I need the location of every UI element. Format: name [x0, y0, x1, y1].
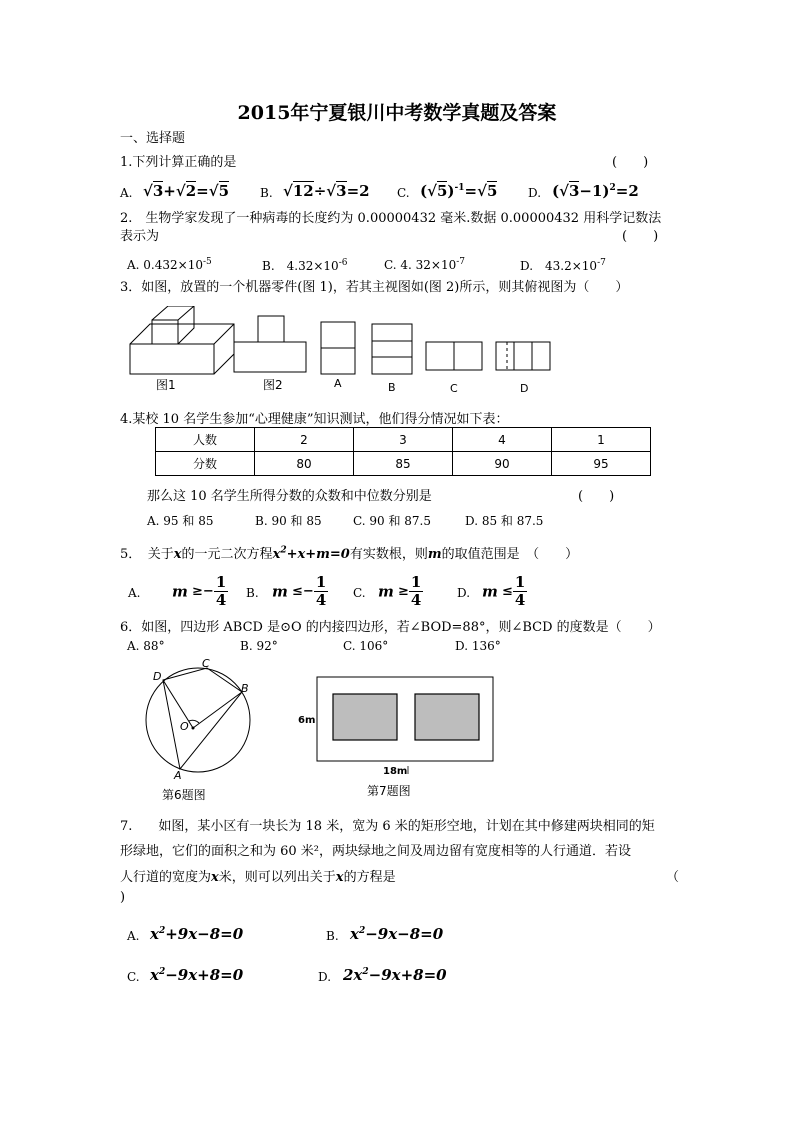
q7-option-d-label: D.	[318, 970, 332, 984]
q6-q7-figures	[135, 655, 515, 805]
q5-option-a-expr: m ≥− $\frac{1}{4}$	[172, 573, 227, 609]
score-table	[155, 427, 651, 476]
dim-18m: 18m	[383, 766, 408, 777]
table-cell: 3	[354, 428, 453, 452]
q1-option-a-label: A.	[120, 186, 133, 200]
q3-option-a-label: A	[334, 377, 342, 390]
q7-option-c-label: C.	[127, 970, 140, 984]
q4-option-d: D. 85 和 87.5	[465, 514, 544, 528]
fig7-caption: 第7题图	[367, 784, 411, 798]
q7-option-d-expr: $2x^2-9x+8=0$	[343, 966, 447, 984]
q7-stem-line2: 形绿地，它们的面积之和为 60 米²，两块绿地之间及周边留有宽度相等的人行通道．若设	[120, 844, 632, 859]
q6-option-c: C. 106°	[343, 639, 389, 653]
table-cell: 人数	[156, 428, 255, 452]
fig2-base	[234, 342, 306, 372]
q4-answer-paren: ( )	[578, 489, 615, 504]
q3-stem: 3．如图，放置的一个机器零件(图 1)，若其主视图如(图 2)所示，则其俯视图为（ ）	[120, 280, 629, 295]
q7-option-c-expr: $x^2-9x+8=0$	[150, 966, 244, 984]
q6-option-d: D. 136°	[455, 639, 501, 653]
q1-stem: 1.下列计算正确的是	[120, 155, 237, 170]
q6-option-b: B. 92°	[240, 639, 278, 653]
q3-option-b-label: B	[388, 381, 396, 394]
quadrilateral-abcd	[163, 668, 242, 769]
q5-option-a-label: A.	[128, 586, 141, 600]
point-a-label: A	[174, 769, 182, 782]
table-cell: 1	[552, 428, 651, 452]
q1-option-a-expr: √3+√2=√5	[143, 182, 230, 200]
q7-option-b-expr: $x^2-9x-8=0$	[350, 925, 444, 943]
dim-6m: 6m	[298, 715, 316, 726]
q7-stem-line3: 人行道的宽度为x米，则可以列出关于x的方程是	[120, 870, 396, 885]
q1-option-d-label: D.	[528, 186, 542, 200]
q7-option-a-label: A.	[127, 929, 140, 943]
point-c-label: C	[202, 657, 210, 670]
circle-o	[146, 668, 250, 772]
fig2-caption: 图2	[263, 378, 283, 392]
green-plot-left	[333, 694, 397, 740]
fig1-base-top	[130, 324, 234, 374]
q7-stem-line1: 7. 如图，某小区有一块长为 18 米，宽为 6 米的矩形空地，计划在其中修建两块相同的矩	[120, 819, 655, 834]
table-cell: 4	[453, 428, 552, 452]
q2-option-c: C. 4. $32\times 10^{-7}$	[384, 257, 466, 272]
q4-option-c: C. 90 和 87.5	[353, 514, 432, 528]
q2-option-d: D. $43.2\times 10^{-7}$	[520, 258, 606, 273]
q7-option-a-expr: $x^2+9x-8=0$	[150, 925, 244, 943]
q1-answer-paren: ( )	[612, 155, 649, 170]
green-plot-right	[415, 694, 479, 740]
q2-option-b: B. $4.32\times 10^{-6}$	[262, 258, 348, 273]
q7-paren-open: （	[666, 870, 680, 885]
q1-option-b-label: B.	[260, 186, 273, 200]
q5-stem: 5． 关于x的一元二次方程$x^2+x+m=0$有实数根，则m的取值范围是 （ ）	[120, 545, 579, 562]
fig6-caption: 第6题图	[162, 788, 206, 802]
q3-option-c-label: C	[450, 382, 458, 395]
table-cell: 分数	[156, 452, 255, 476]
q2-stem-line2: 表示为	[120, 229, 160, 244]
fig2-top	[258, 316, 284, 342]
q1-option-d-expr: $(√3-1)^2=2$	[552, 182, 639, 200]
q5-option-c-label: C.	[353, 586, 366, 600]
point-d-label: D	[153, 670, 162, 683]
point-b-label: B	[241, 682, 249, 695]
section-heading: 一、选择题	[120, 131, 186, 146]
q1-option-b-expr: √12÷√3=2	[283, 182, 370, 200]
q7-option-b-label: B.	[326, 929, 339, 943]
table-row	[156, 452, 651, 476]
q4-stem: 4.某校 10 名学生参加“心理健康”知识测试，他们得分情况如下表：	[120, 412, 509, 427]
q3-option-b-shape	[372, 324, 412, 374]
q1-option-c-expr: $(√5)^{-1}=√5$	[420, 182, 498, 200]
q5-option-d-expr: m ≤ $\frac{1}{4}$	[482, 573, 526, 609]
q4-followup: 那么这 10 名学生所得分数的众数和中位数分别是	[147, 489, 432, 504]
q4-option-a: A. 95 和 85	[147, 514, 214, 528]
q6-option-a: A. 88°	[127, 639, 165, 653]
fig1-base-front	[130, 344, 214, 374]
page-title: 2015年宁夏银川中考数学真题及答案	[237, 102, 557, 124]
point-o-label: O	[180, 720, 189, 733]
table-cell: 90	[453, 452, 552, 476]
q2-stem-line1: 2. 生物学家发现了一种病毒的长度约为 0.00000432 毫米.数据 0.00000432 用科学记数法	[120, 211, 662, 226]
q1-option-c-label: C.	[397, 186, 410, 200]
table-cell: 95	[552, 452, 651, 476]
q6-stem: 6．如图，四边形 ABCD 是⊙O 的内接四边形，若∠BOD=88°，则∠BCD 的度数是（ ）	[120, 620, 661, 635]
q2-answer-paren: ( )	[622, 229, 659, 244]
q3-option-d-shape	[496, 342, 550, 370]
table-cell: 2	[255, 428, 354, 452]
q5-option-b-expr: m ≤− $\frac{1}{4}$	[272, 573, 327, 609]
table-cell: 80	[255, 452, 354, 476]
q3-option-d-label: D	[520, 382, 529, 395]
q3-figures	[120, 306, 560, 398]
q5-option-d-label: D.	[457, 586, 471, 600]
q4-option-b: B. 90 和 85	[255, 514, 322, 528]
q2-option-a: A. $0.432\times 10^{-5}$	[127, 257, 212, 272]
q7-paren-close: )	[120, 890, 126, 905]
q5-option-b-label: B.	[246, 586, 259, 600]
q5-option-c-expr: m ≥ $\frac{1}{4}$	[378, 573, 422, 609]
fig1-caption: 图1	[156, 378, 176, 392]
table-cell: 85	[354, 452, 453, 476]
table-row	[156, 428, 651, 452]
